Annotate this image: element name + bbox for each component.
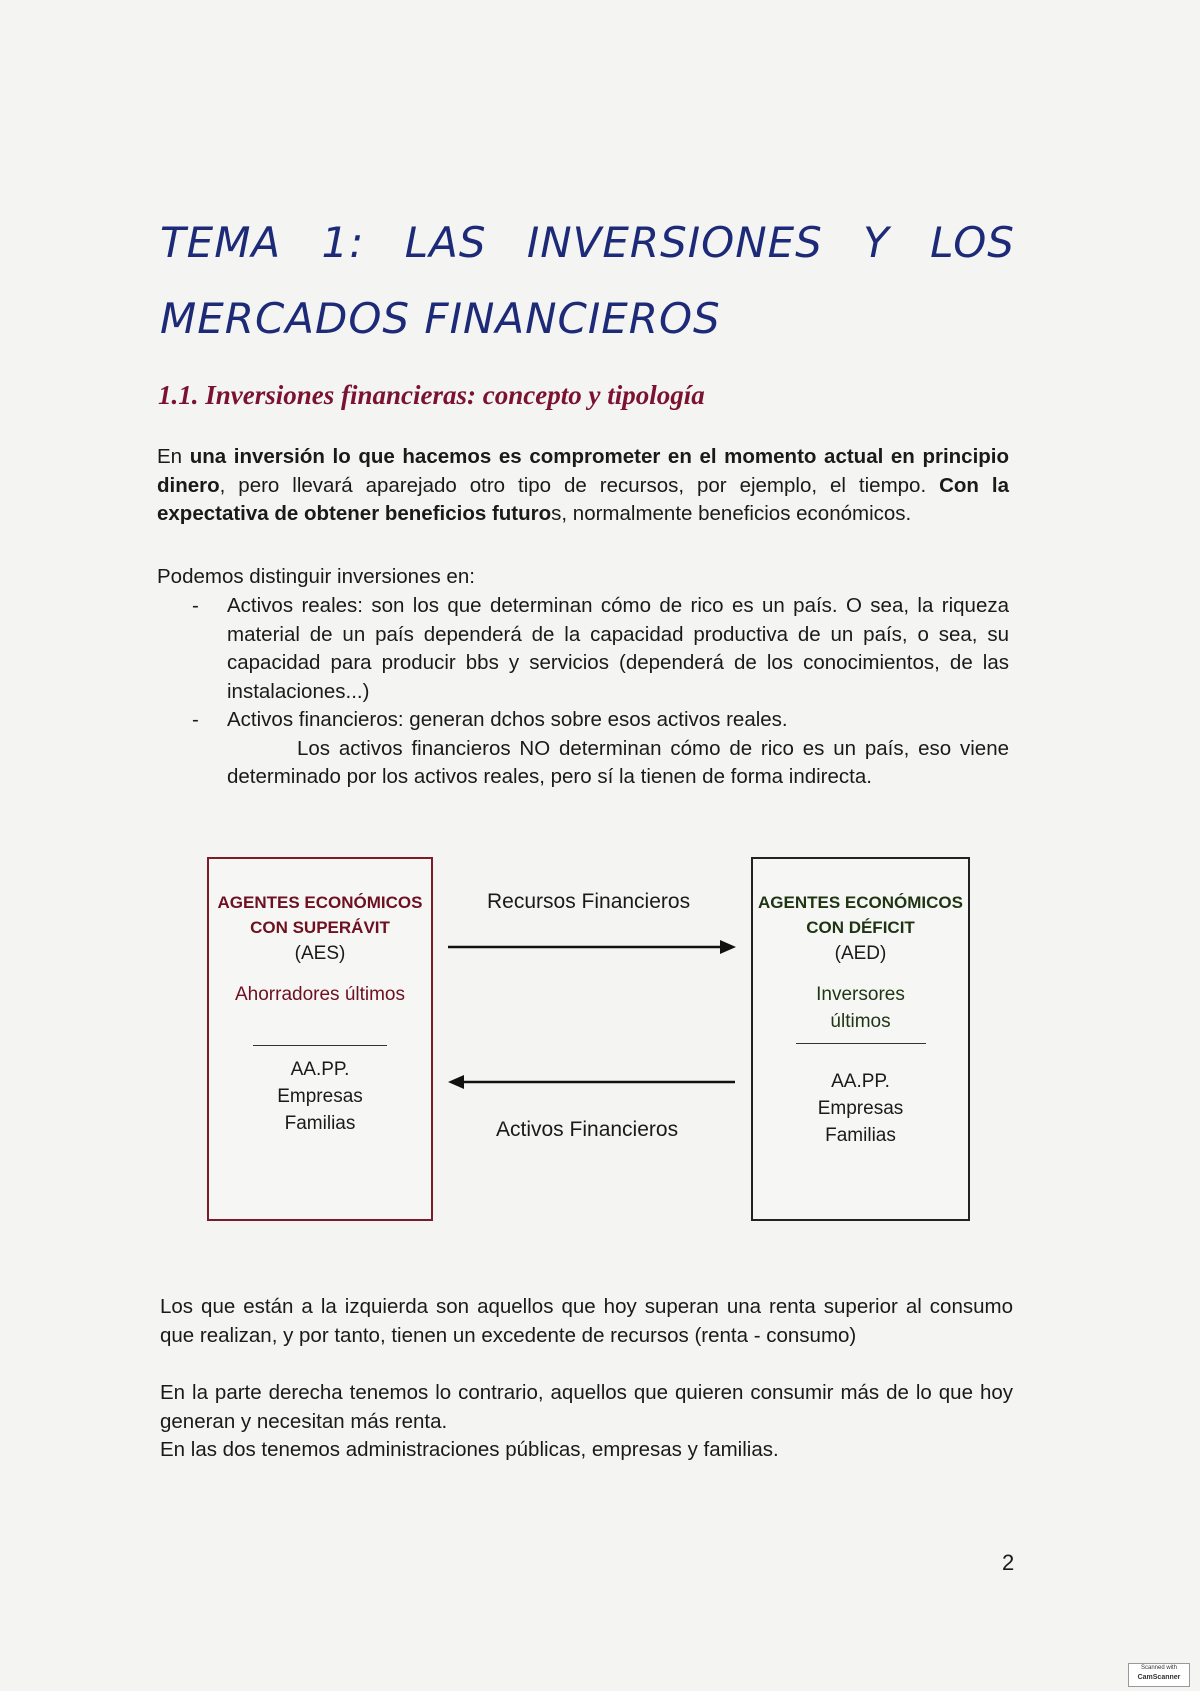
- closing-paragraph-2: En la parte derecha tenemos lo contrario, aquellos que quieren consumir más de lo que hoy generan y necesitan más renta.: [160, 1381, 1013, 1433]
- title-line-2: MERCADOS FINANCIEROS: [160, 294, 721, 343]
- closing-paragraph-3: En las dos tenemos administraciones públicas, empresas y familias.: [160, 1438, 779, 1461]
- intro-bold-text: una inversión lo que hacemos es comprometer en el momento actual en principio dinero: [157, 445, 1009, 497]
- title-word: Y: [863, 218, 890, 267]
- box-item: Empresas: [277, 1086, 363, 1107]
- box-role: últimos: [830, 1011, 891, 1032]
- intro-text: s, normalmente beneficios económicos.: [551, 502, 912, 525]
- box-role: Ahorradores últimos: [234, 984, 406, 1005]
- box-heading: CON SUPERÁVIT: [250, 918, 390, 937]
- bullet-list: [157, 592, 1009, 792]
- list-item: [157, 706, 1009, 735]
- watermark-text: CamScanner: [1137, 1674, 1181, 1681]
- box-item: Empresas: [817, 1098, 904, 1119]
- box-heading: AGENTES ECONÓMICOS: [758, 893, 963, 912]
- arrow-label-bottom: Activos Financieros: [496, 1118, 679, 1141]
- intro-bold-text: Con la expectativa de obtener beneficios futuro: [157, 473, 1009, 525]
- watermark-text: Scanned with: [1140, 1665, 1178, 1671]
- left-arrow-head: [448, 1075, 464, 1089]
- box-abbreviation: (AED): [834, 943, 887, 964]
- title-word: 1:: [321, 218, 365, 267]
- bullet-note-text: Los activos financieros NO determinan cómo de rico es un país, eso viene determinado por los activos reales, pero sí la tienen de forma indirecta.: [227, 736, 1009, 788]
- title-word: LOS: [930, 218, 1015, 267]
- list-item-text: Activos financieros: generan dchos sobre esos activos reales.: [227, 708, 788, 731]
- box-item: Familias: [825, 1125, 896, 1146]
- title-word: LAS: [404, 218, 487, 267]
- intro-lead-in: Podemos distinguir inversiones en:: [157, 565, 475, 588]
- title-line-1: [160, 205, 1015, 281]
- page-title: [160, 205, 1015, 357]
- deficit-agents-box: [751, 857, 970, 1221]
- box-heading: AGENTES ECONÓMICOS: [217, 893, 423, 912]
- intro-text: En: [157, 445, 190, 468]
- box-item: Familias: [284, 1113, 356, 1134]
- title-word: INVERSIONES: [526, 218, 823, 267]
- page-number: 2: [1002, 1550, 1015, 1575]
- intro-paragraph: [157, 443, 1009, 529]
- arrow-label-top: Recursos Financieros: [487, 890, 691, 913]
- right-arrow-head: [720, 940, 736, 954]
- list-item-text: Activos reales: son los que determinan cómo de rico es un país. O sea, la riqueza material de un país dependerá de la capacidad productiva de un país, o sea, su capacidad para producir bbs y servicios (dependerá de los conocimientos, de las instalaciones...): [227, 594, 1009, 703]
- bullet-dash: -: [192, 594, 199, 617]
- bullet-dash: -: [192, 708, 199, 731]
- section-heading: 1.1. Inversiones financieras: concepto y tipología: [158, 380, 705, 410]
- bullet-note: [157, 735, 1009, 792]
- surplus-agents-box: [207, 857, 433, 1221]
- box-role: Inversores: [816, 984, 905, 1005]
- closing-paragraph-1: Los que están a la izquierda son aquellos que hoy superan una renta superior al consumo que realizan, y por tanto, tienen un excedente de recursos (renta - consumo): [160, 1295, 1013, 1347]
- title-word: TEMA: [160, 218, 282, 267]
- list-item: [157, 592, 1009, 706]
- box-item: AA.PP.: [290, 1059, 350, 1080]
- box-heading: CON DÉFICIT: [806, 918, 915, 937]
- box-abbreviation: (AES): [294, 943, 346, 964]
- intro-text: , pero llevará aparejado otro tipo de recursos, por ejemplo, el tiempo.: [219, 473, 940, 497]
- scanner-watermark: [1128, 1663, 1190, 1687]
- box-item: AA.PP.: [831, 1071, 890, 1092]
